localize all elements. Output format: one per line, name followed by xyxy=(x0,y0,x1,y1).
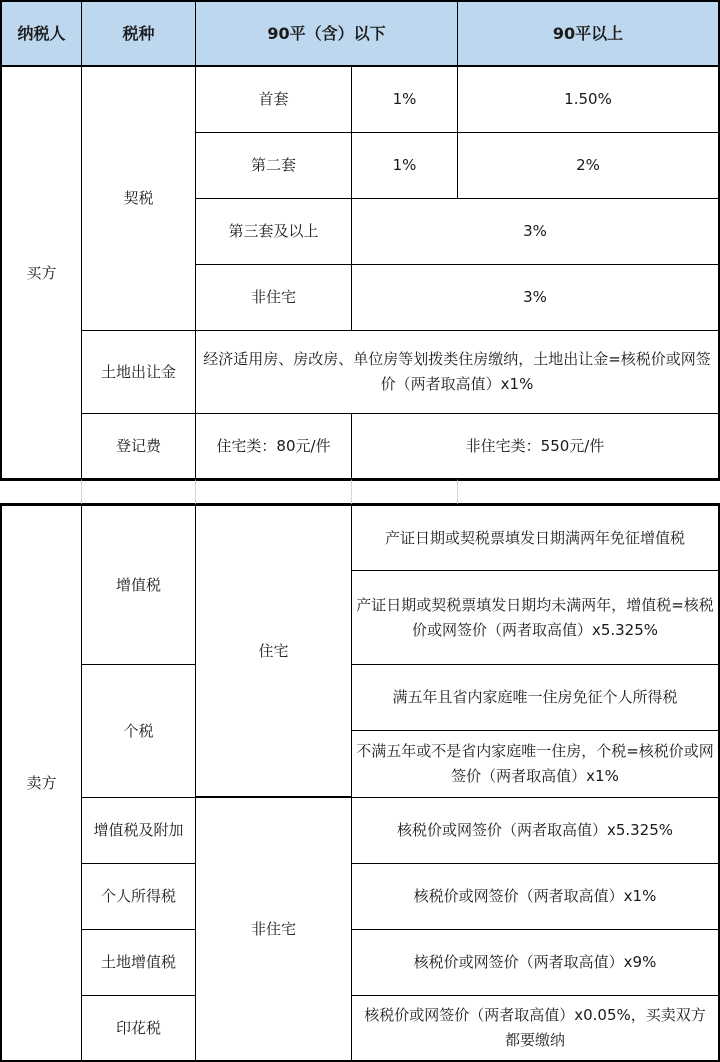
spacer-row-cell xyxy=(0,479,82,505)
non-residential-vat-label: 增值税及附加 xyxy=(81,797,196,864)
seller-vat-label: 增值税 xyxy=(81,504,196,665)
header-over-90: 90平以上 xyxy=(457,0,720,67)
header-under-90: 90平（含）以下 xyxy=(195,0,458,67)
stamp-duty-rule: 核税价或网签价（两者取高值）x0.05%，买卖双方都要缴纳 xyxy=(351,995,720,1062)
land-transfer-text: 经济适用房、房改房、单位房等划拨类住房缴纳，土地出让金=核税价或网签价（两者取高值）x1% xyxy=(195,330,720,414)
seller-non-residential-label: 非住宅 xyxy=(195,797,352,1062)
land-vat-label: 土地增值税 xyxy=(81,929,196,996)
seller-income-tax-rule-exempt: 满五年且省内家庭唯一住房免征个人所得税 xyxy=(351,664,720,731)
deed-tax-first-home-over90: 1.50% xyxy=(457,66,720,133)
spacer-row-cell xyxy=(351,479,458,505)
deed-tax-first-home-label: 首套 xyxy=(195,66,352,133)
non-residential-vat-rule: 核税价或网签价（两者取高值）x5.325% xyxy=(351,797,720,864)
deed-tax-non-residential-label: 非住宅 xyxy=(195,264,352,331)
seller-vat-rule-taxed: 产证日期或契税票填发日期均未满两年，增值税=核税价或网签价（两者取高值）x5.325% xyxy=(351,570,720,665)
spacer-row-cell xyxy=(81,479,196,505)
deed-tax-non-residential-rate: 3% xyxy=(351,264,720,331)
header-tax-type: 税种 xyxy=(81,0,196,67)
spacer-row-cell xyxy=(457,479,720,505)
non-residential-income-tax-label: 个人所得税 xyxy=(81,863,196,930)
header-taxpayer: 纳税人 xyxy=(0,0,82,67)
registration-fee-residential: 住宅类：80元/件 xyxy=(195,413,352,480)
spacer-row-cell xyxy=(195,479,352,505)
deed-tax-third-home-rate: 3% xyxy=(351,198,720,265)
land-vat-rule: 核税价或网签价（两者取高值）x9% xyxy=(351,929,720,996)
registration-fee-non-residential: 非住宅类：550元/件 xyxy=(351,413,720,480)
seller-label: 卖方 xyxy=(0,504,82,1062)
seller-vat-rule-exempt: 产证日期或契税票填发日期满两年免征增值税 xyxy=(351,504,720,571)
registration-fee-label: 登记费 xyxy=(81,413,196,480)
deed-tax-label: 契税 xyxy=(81,66,196,331)
seller-income-tax-rule-taxed: 不满五年或不是省内家庭唯一住房，个税=核税价或网签价（两者取高值）x1% xyxy=(351,730,720,798)
land-transfer-label: 土地出让金 xyxy=(81,330,196,414)
deed-tax-third-home-label: 第三套及以上 xyxy=(195,198,352,265)
buyer-label: 买方 xyxy=(0,66,82,480)
seller-residential-label: 住宅 xyxy=(195,504,352,797)
stamp-duty-label: 印花税 xyxy=(81,995,196,1062)
deed-tax-first-home-under90: 1% xyxy=(351,66,458,133)
non-residential-income-tax-rule: 核税价或网签价（两者取高值）x1% xyxy=(351,863,720,930)
deed-tax-second-home-label: 第二套 xyxy=(195,132,352,199)
seller-income-tax-label: 个税 xyxy=(81,664,196,798)
deed-tax-second-home-over90: 2% xyxy=(457,132,720,199)
deed-tax-second-home-under90: 1% xyxy=(351,132,458,199)
